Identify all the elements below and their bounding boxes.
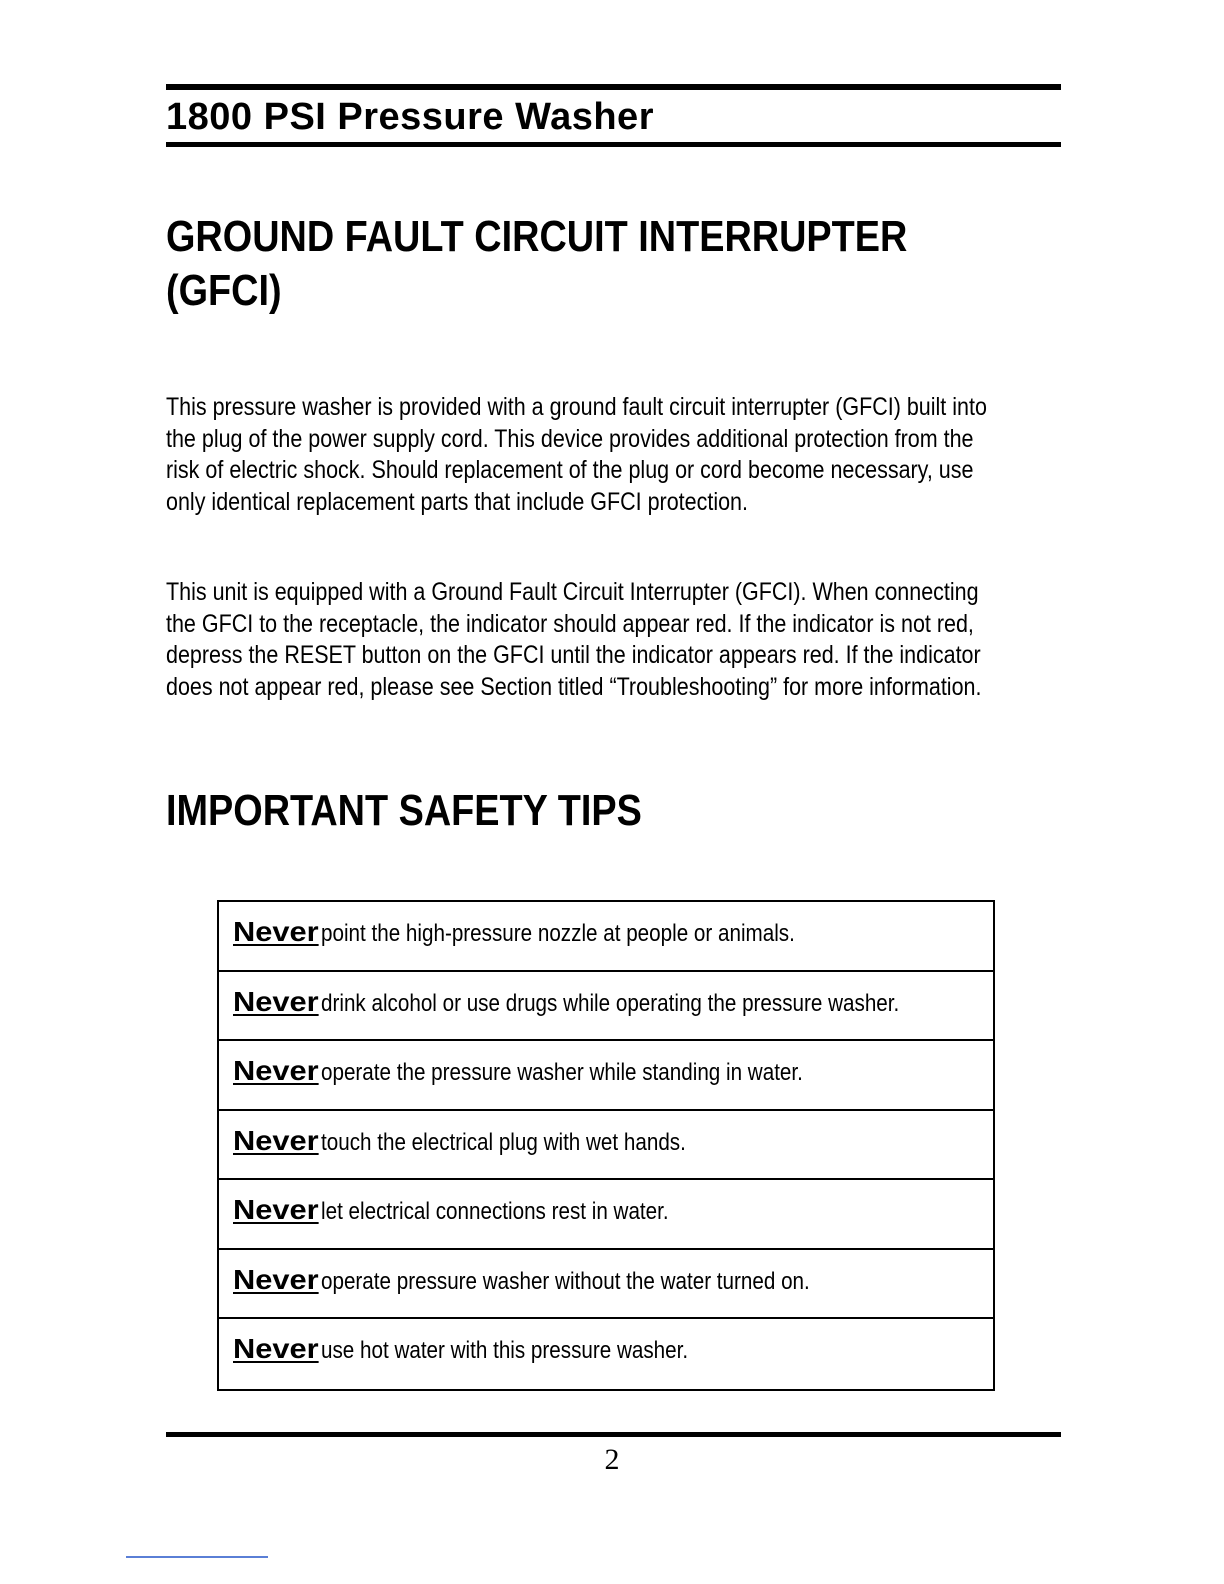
tip-keyword: Never: [233, 1263, 319, 1295]
tip-keyword: Never: [233, 916, 319, 947]
safety-tips-table: [217, 900, 995, 1391]
safety-tip-row: [219, 1041, 993, 1111]
header-bottom-rule: [166, 142, 1061, 147]
paragraph-line: risk of electric shock. Should replacement of the plug or cord become necessary, use: [166, 456, 974, 484]
manual-header-title: 1800 PSI Pressure Washer: [166, 96, 654, 138]
tip-text: use hot water with this pressure washer.: [320, 1337, 688, 1364]
corner-mark-line: [126, 1556, 268, 1558]
paragraph-line: the GFCI to the receptacle, the indicator should appear red. If the indicator is not red,: [166, 609, 974, 638]
safety-tips-heading: IMPORTANT SAFETY TIPS: [166, 786, 642, 835]
safety-tip-row: [219, 1111, 993, 1181]
safety-tip-row: [219, 1319, 993, 1389]
page-number: 2: [604, 1443, 620, 1476]
tip-keyword: Never: [233, 1333, 319, 1364]
safety-tip-row: [219, 1250, 993, 1320]
header-top-rule: [166, 84, 1061, 90]
gfci-heading-line: (GFCI): [166, 266, 282, 315]
gfci-section-heading: [166, 210, 907, 318]
tip-keyword: Never: [233, 1194, 319, 1225]
paragraph-line: depress the RESET button on the GFCI until the indicator appears red. If the indicator: [166, 641, 981, 669]
tip-keyword: Never: [233, 1124, 319, 1156]
tip-text: drink alcohol or use drugs while operating the pressure washer.: [320, 989, 900, 1017]
footer-rule: [166, 1432, 1061, 1437]
tip-text: operate pressure washer without the water turned on.: [320, 1267, 810, 1295]
tip-text: let electrical connections rest in water.: [320, 1198, 669, 1225]
gfci-heading-line: GROUND FAULT CIRCUIT INTERRUPTER: [166, 212, 908, 261]
tip-text: operate the pressure washer while standing in water.: [320, 1059, 803, 1086]
paragraph-line: the plug of the power supply cord. This device provides additional protection from the: [166, 424, 974, 453]
tip-text: touch the electrical plug with wet hands.: [320, 1128, 686, 1156]
paragraph-line: This pressure washer is provided with a ground fault circuit interrupter (GFCI) built into: [166, 393, 987, 421]
gfci-paragraph-1: [166, 392, 1060, 518]
paragraph-line: This unit is equipped with a Ground Fault Circuit Interrupter (GFCI). When connecting: [166, 578, 979, 606]
safety-tip-row: [219, 1180, 993, 1250]
tip-keyword: Never: [233, 1055, 319, 1086]
safety-tip-row: [219, 902, 993, 972]
tip-text: point the high-pressure nozzle at people or animals.: [320, 920, 795, 947]
tip-keyword: Never: [233, 985, 319, 1017]
safety-tip-row: [219, 972, 993, 1042]
gfci-paragraph-2: [166, 577, 1060, 703]
paragraph-line: only identical replacement parts that include GFCI protection.: [166, 487, 748, 516]
paragraph-line: does not appear red, please see Section titled “Troubleshooting” for more information.: [166, 672, 982, 701]
